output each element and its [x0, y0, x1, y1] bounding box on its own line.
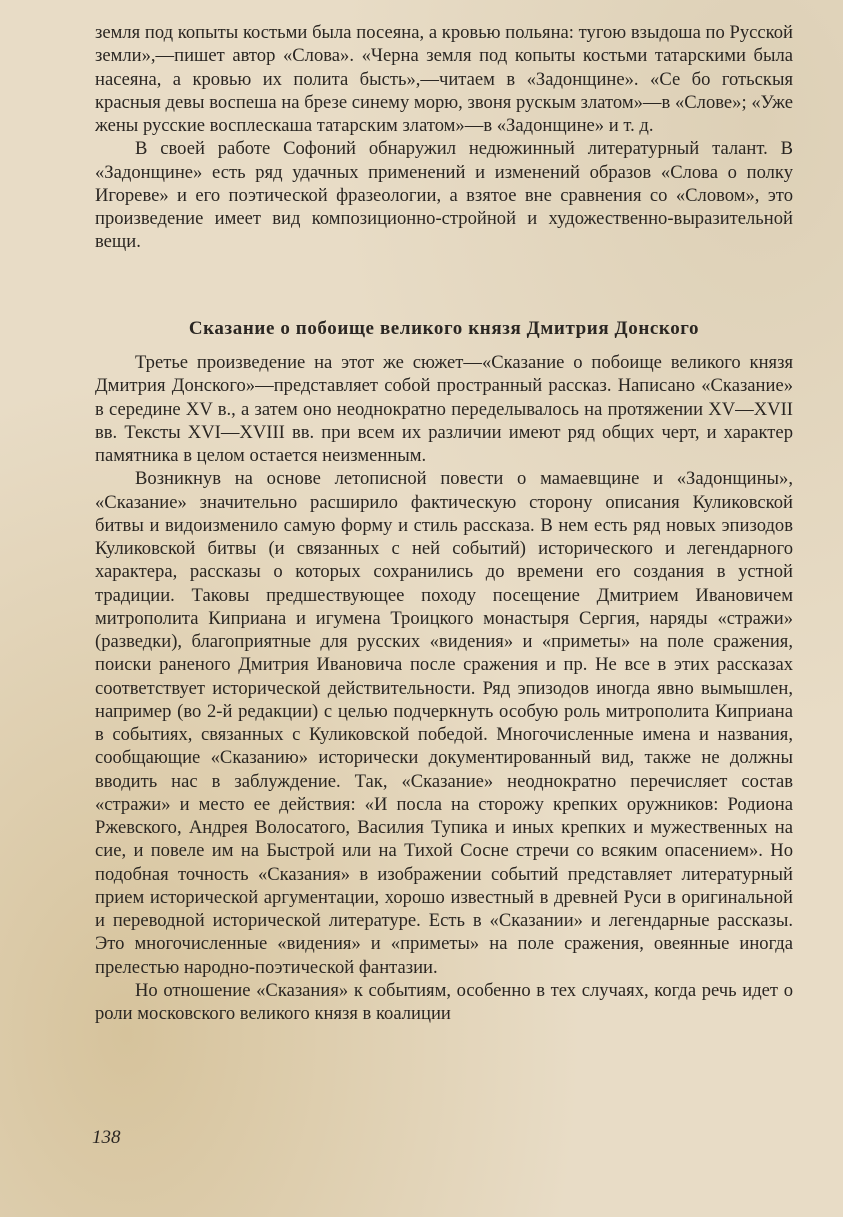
paragraph-main: Возникнув на основе летописной повести о мамаевщине и «Задонщины», «Сказание» значительно расширило фактическую сторону описания Куликовской битвы и видоизменило самую форму и стиль рассказа. В нем есть ряд новых эпизодов Куликовской битвы (и связанных с ней событий) исторического и легендарного характера, рассказы о которых сохранились до времени его создания в устной традиции. Таковы предшествующее походу посещение Дмитрием Ивановичем митрополита Киприана и игумена Троицкого монастыря Сергия, наряды «стражи» (разведки), благоприятные для русских «видения» и «приметы» на поле сражения, поиски раненого Дмитрия Ивановича после сражения и пр. Не все в этих рассказах соответствует исторической действительности. Ряд эпизодов иногда явно вымышлен, например (во 2-й редакции) с целью подчеркнуть особую роль митрополита Киприана в событиях, связанных с Куликовской победой. Многочисленные имена и названия, сообщающие «Сказанию» исторически документированный вид, также не должны вводить нас в заблуждение. Так, «Сказание» неоднократно перечисляет состав «стражи» и место ее действия: «И посла на сторожу крепких оружников: Родиона Ржевского, Андрея Волосатого, Василия Тупика и иных крепких и мужественных на сие, и повеле им на Быстрой или на Тихой Сосне стречи со всяким опасением». Но подобная точность «Сказания» в изображении событий представляет литературный прием исторической аргументации, хорошо известный в древней Руси в оригинальной и переводной исторической литературе. Есть в «Сказании» и легендарные рассказы. Это многочисленные «видения» и «приметы» на поле сражения, овеянные иногда прелестью народно-поэтической фантазии. — [95, 468, 793, 978]
section-heading: Сказание о побоище великого князя Дмитрия Донского — [188, 318, 700, 339]
paragraph-sofony: В своей работе Софоний обнаружил недюжинный литературный талант. В «Задонщине» есть ряд удачных применений и изменений образов «Слова о полку Игореве» и его поэтической фразеологии, а взятое вне сравнения со «Словом», это произведение имеет вид композиционно-стройной и художественно-выразительной вещи. — [95, 138, 793, 253]
top-text-block — [95, 21, 793, 254]
section-body — [95, 351, 793, 1025]
paragraph-continued: Но отношение «Сказания» к событиям, особенно в тех случаях, когда речь идет о роли московского великого князя в коалиции — [95, 979, 793, 1024]
page-number: 138 — [92, 1127, 121, 1148]
paragraph-quotes: земля под копыты костьми была посеяна, а кровью польяна: тугою взыдоша по Русской земли»,—пишет автор «Слова». «Черна земля под копыты костьми татарскими была насеяна, а кровью их полита бысть»,—читаем в «Задонщине». «Се бо готьскыя красныя девы воспеша на брезе синему морю, звоня рускым златом»—в «Слове»; «Уже жены русские восплескаша татарским златом»—в «Задонщине» и т. д. — [95, 22, 793, 136]
paragraph-intro: Третье произведение на этот же сюжет—«Сказание о побоище великого князя Дмитрия Донского»—представляет собой пространный рассказ. Написано «Сказание» в середине XV в., а затем оно неоднократно переделывалось на протяжении XV—XVII вв. Тексты XVI—XVIII вв. при всем их различии имеют ряд общих черт, и характер памятника в целом остается неизменным. — [95, 352, 793, 466]
